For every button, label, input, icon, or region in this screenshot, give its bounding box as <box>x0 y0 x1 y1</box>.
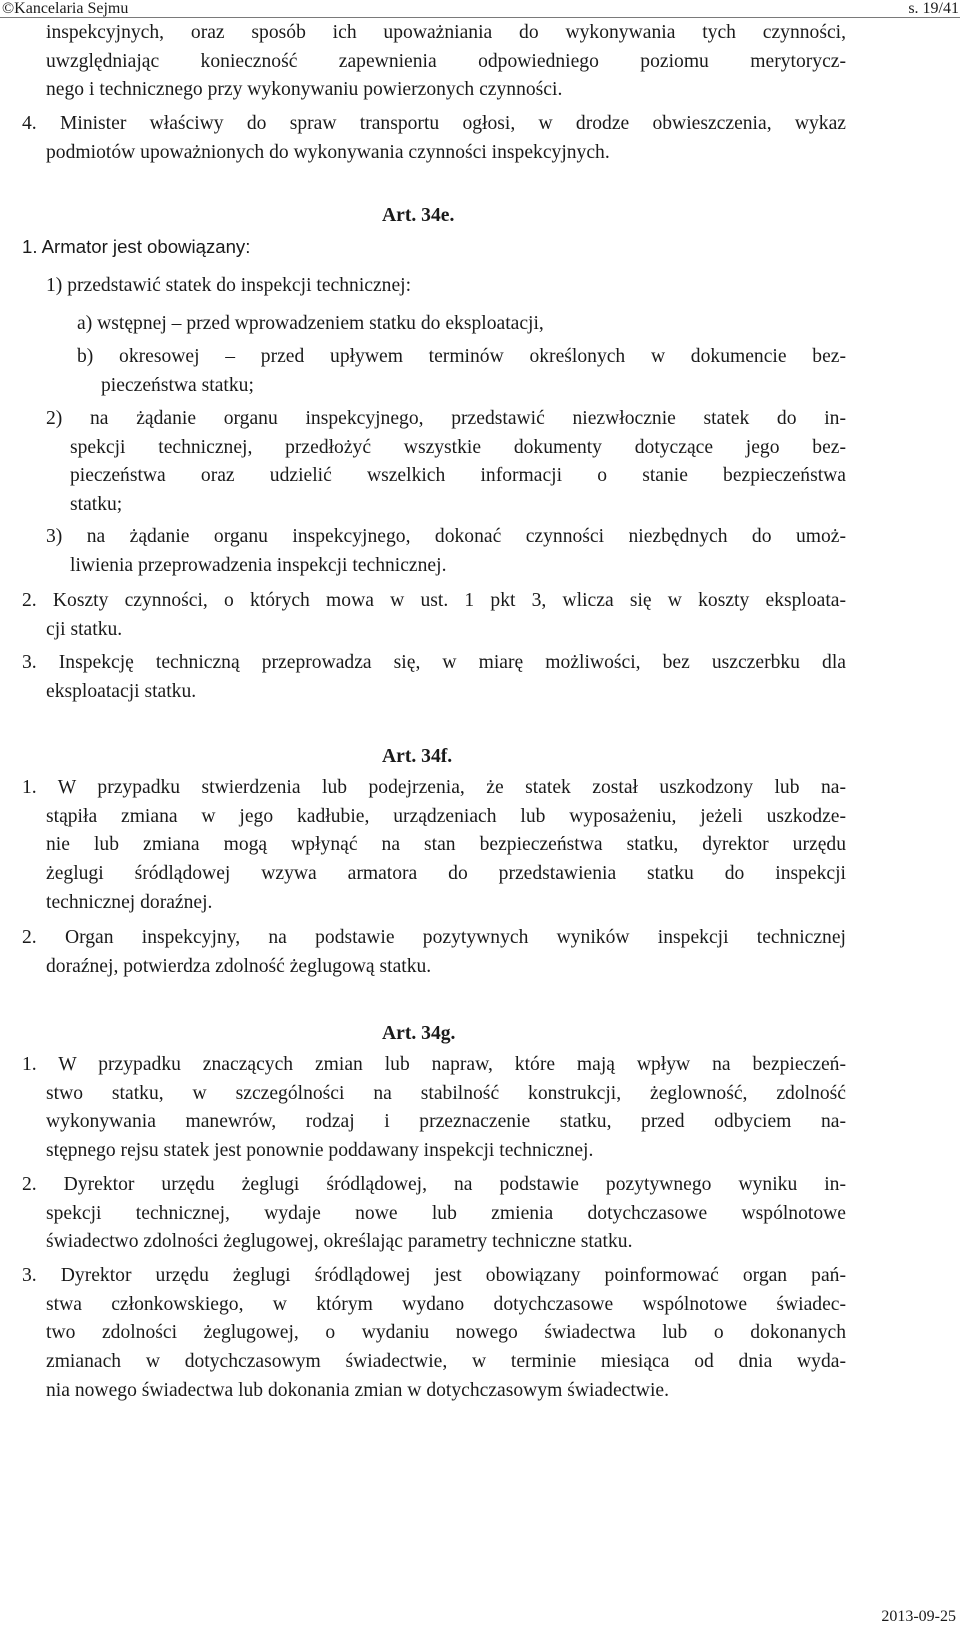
text-line: nia nowego świadectwa lub dokonania zmian w dotychczasowym świadectwie. <box>46 1379 670 1401</box>
paragraph-continuation <box>46 19 846 105</box>
article-heading: Art. 34g. <box>382 1023 456 1044</box>
header-rule <box>0 17 960 18</box>
header-page-number: s. 19/41 <box>908 0 959 17</box>
art34g-ust3 <box>22 1262 846 1406</box>
text-line: podmiotów upoważnionych do wykonywania czynności inspekcyjnych. <box>46 141 610 163</box>
art34g-ust1 <box>22 1051 846 1166</box>
text-line: 3. Inspekcję techniczną przeprowadza się, w miarę możliwości, bez uszczerbku dla <box>22 652 846 673</box>
text-line: statku; <box>70 494 123 516</box>
text-line: pieczeństwa oraz udzielić wszelkich informacji o stanie bezpieczeństwa <box>70 465 846 487</box>
art34e-pkt2 <box>46 405 846 520</box>
text-line: 3. Dyrektor urzędu żeglugi śródlądowej jest obowiązany poinformować organ pań- <box>22 1265 846 1286</box>
text-line: two zdolności żeglugowej, o wydaniu nowego świadectwa lub o dokonanych <box>46 1322 846 1344</box>
art34e-lit-b <box>77 343 846 400</box>
text-line: 1. Armator jest obowiązany: <box>22 236 251 257</box>
text-line: spekcji technicznej, wydaje nowe lub zmienia dotychczasowe wspólnotowe <box>46 1202 846 1224</box>
art34f-ust2 <box>22 924 846 981</box>
text-line: stąpiła zmiana w jego kadłubie, urządzeniach lub wyposażeniu, jeżeli uszkodze- <box>46 805 846 827</box>
article-heading: Art. 34f. <box>382 746 453 767</box>
header-publisher: ©Kancelaria Sejmu <box>2 0 129 17</box>
text-line: doraźnej, potwierdza zdolność żeglugową statku. <box>46 955 432 977</box>
text-line: technicznej doraźnej. <box>46 891 213 913</box>
text-line: liwienia przeprowadzenia inspekcji technicznej. <box>70 554 447 576</box>
text-line: 1. W przypadku znaczących zmian lub napraw, które mają wpływ na bezpieczeń- <box>22 1054 846 1075</box>
text-line: 1. W przypadku stwierdzenia lub podejrzenia, że statek został uszkodzony lub na- <box>22 777 846 798</box>
art34e-pkt1 <box>46 272 846 301</box>
text-line: stwa członkowskiego, w którym wydano dotychczasowe wspólnotowe świadec- <box>46 1293 846 1315</box>
text-line: nie lub zmiana mogą wpłynąć na stan bezpieczeństwa statku, dyrektor urzędu <box>46 834 846 856</box>
art34g-ust2 <box>22 1171 846 1257</box>
text-line: nego i technicznego przy wykonywaniu powierzonych czynności. <box>46 79 563 101</box>
text-line: żeglugi śródlądowej wzywa armatora do przedstawienia statku do inspekcji <box>46 863 846 885</box>
text-line: stępnego rejsu statek jest ponownie poddawany inspekcji technicznej. <box>46 1140 594 1162</box>
text-line: a) wstępnej – przed wprowadzeniem statku do eksploatacji, <box>77 313 544 334</box>
text-line: eksploatacji statku. <box>46 680 197 702</box>
text-line: 4. Minister właściwy do spraw transportu ogłosi, w drodze obwieszczenia, wykaz <box>22 113 846 134</box>
article-heading: Art. 34e. <box>382 205 455 226</box>
art34f-ust1 <box>22 774 846 918</box>
text-line: 2. Dyrektor urzędu żeglugi śródlądowej, na podstawie pozytywnego wyniku in- <box>22 1174 846 1195</box>
art34e-ust3 <box>22 649 846 706</box>
text-line: spekcji technicznej, przedłożyć wszystkie dokumenty dotyczące jego bez- <box>70 436 846 458</box>
text-line: cji statku. <box>46 618 123 640</box>
text-line: 2. Organ inspekcyjny, na podstawie pozytywnych wyników inspekcji technicznej <box>22 927 846 948</box>
text-line: 1) przedstawić statek do inspekcji technicznej: <box>46 275 412 296</box>
text-line: wykonywania manewrów, rodzaj i przeznaczenie statku, przed odbyciem na- <box>46 1111 846 1133</box>
art34e-pkt3 <box>46 523 846 580</box>
paragraph-4 <box>22 110 846 167</box>
text-line: stwo statku, w szczególności na stabilność konstrukcji, żeglowność, zdolność <box>46 1082 846 1104</box>
text-line: 2) na żądanie organu inspekcyjnego, przedstawić niezwłocznie statek do in- <box>46 408 846 429</box>
text-line: 2. Koszty czynności, o których mowa w ust. 1 pkt 3, wlicza się w koszty eksploata- <box>22 590 846 611</box>
text-line: pieczeństwa statku; <box>101 374 254 396</box>
text-line: b) okresowej – przed upływem terminów określonych w dokumencie bez- <box>77 346 846 367</box>
text-line: uwzględniając konieczność zapewnienia odpowiedniego poziomu merytorycz- <box>46 50 846 72</box>
art34e-ust2 <box>22 587 846 644</box>
text-line: zmianach w dotychczasowym świadectwie, w terminie miesiąca od dnia wyda- <box>46 1351 846 1373</box>
text-line: 3) na żądanie organu inspekcyjnego, dokonać czynności niezbędnych do umoż- <box>46 526 846 547</box>
text-line: inspekcyjnych, oraz sposób ich upoważniania do wykonywania tych czynności, <box>46 22 846 43</box>
art34e-lit-a <box>77 310 846 339</box>
footer-date: 2013-09-25 <box>881 1608 956 1625</box>
text-line: świadectwo zdolności żeglugowej, określając parametry techniczne statku. <box>46 1231 633 1253</box>
art34e-ust1 <box>22 233 846 262</box>
